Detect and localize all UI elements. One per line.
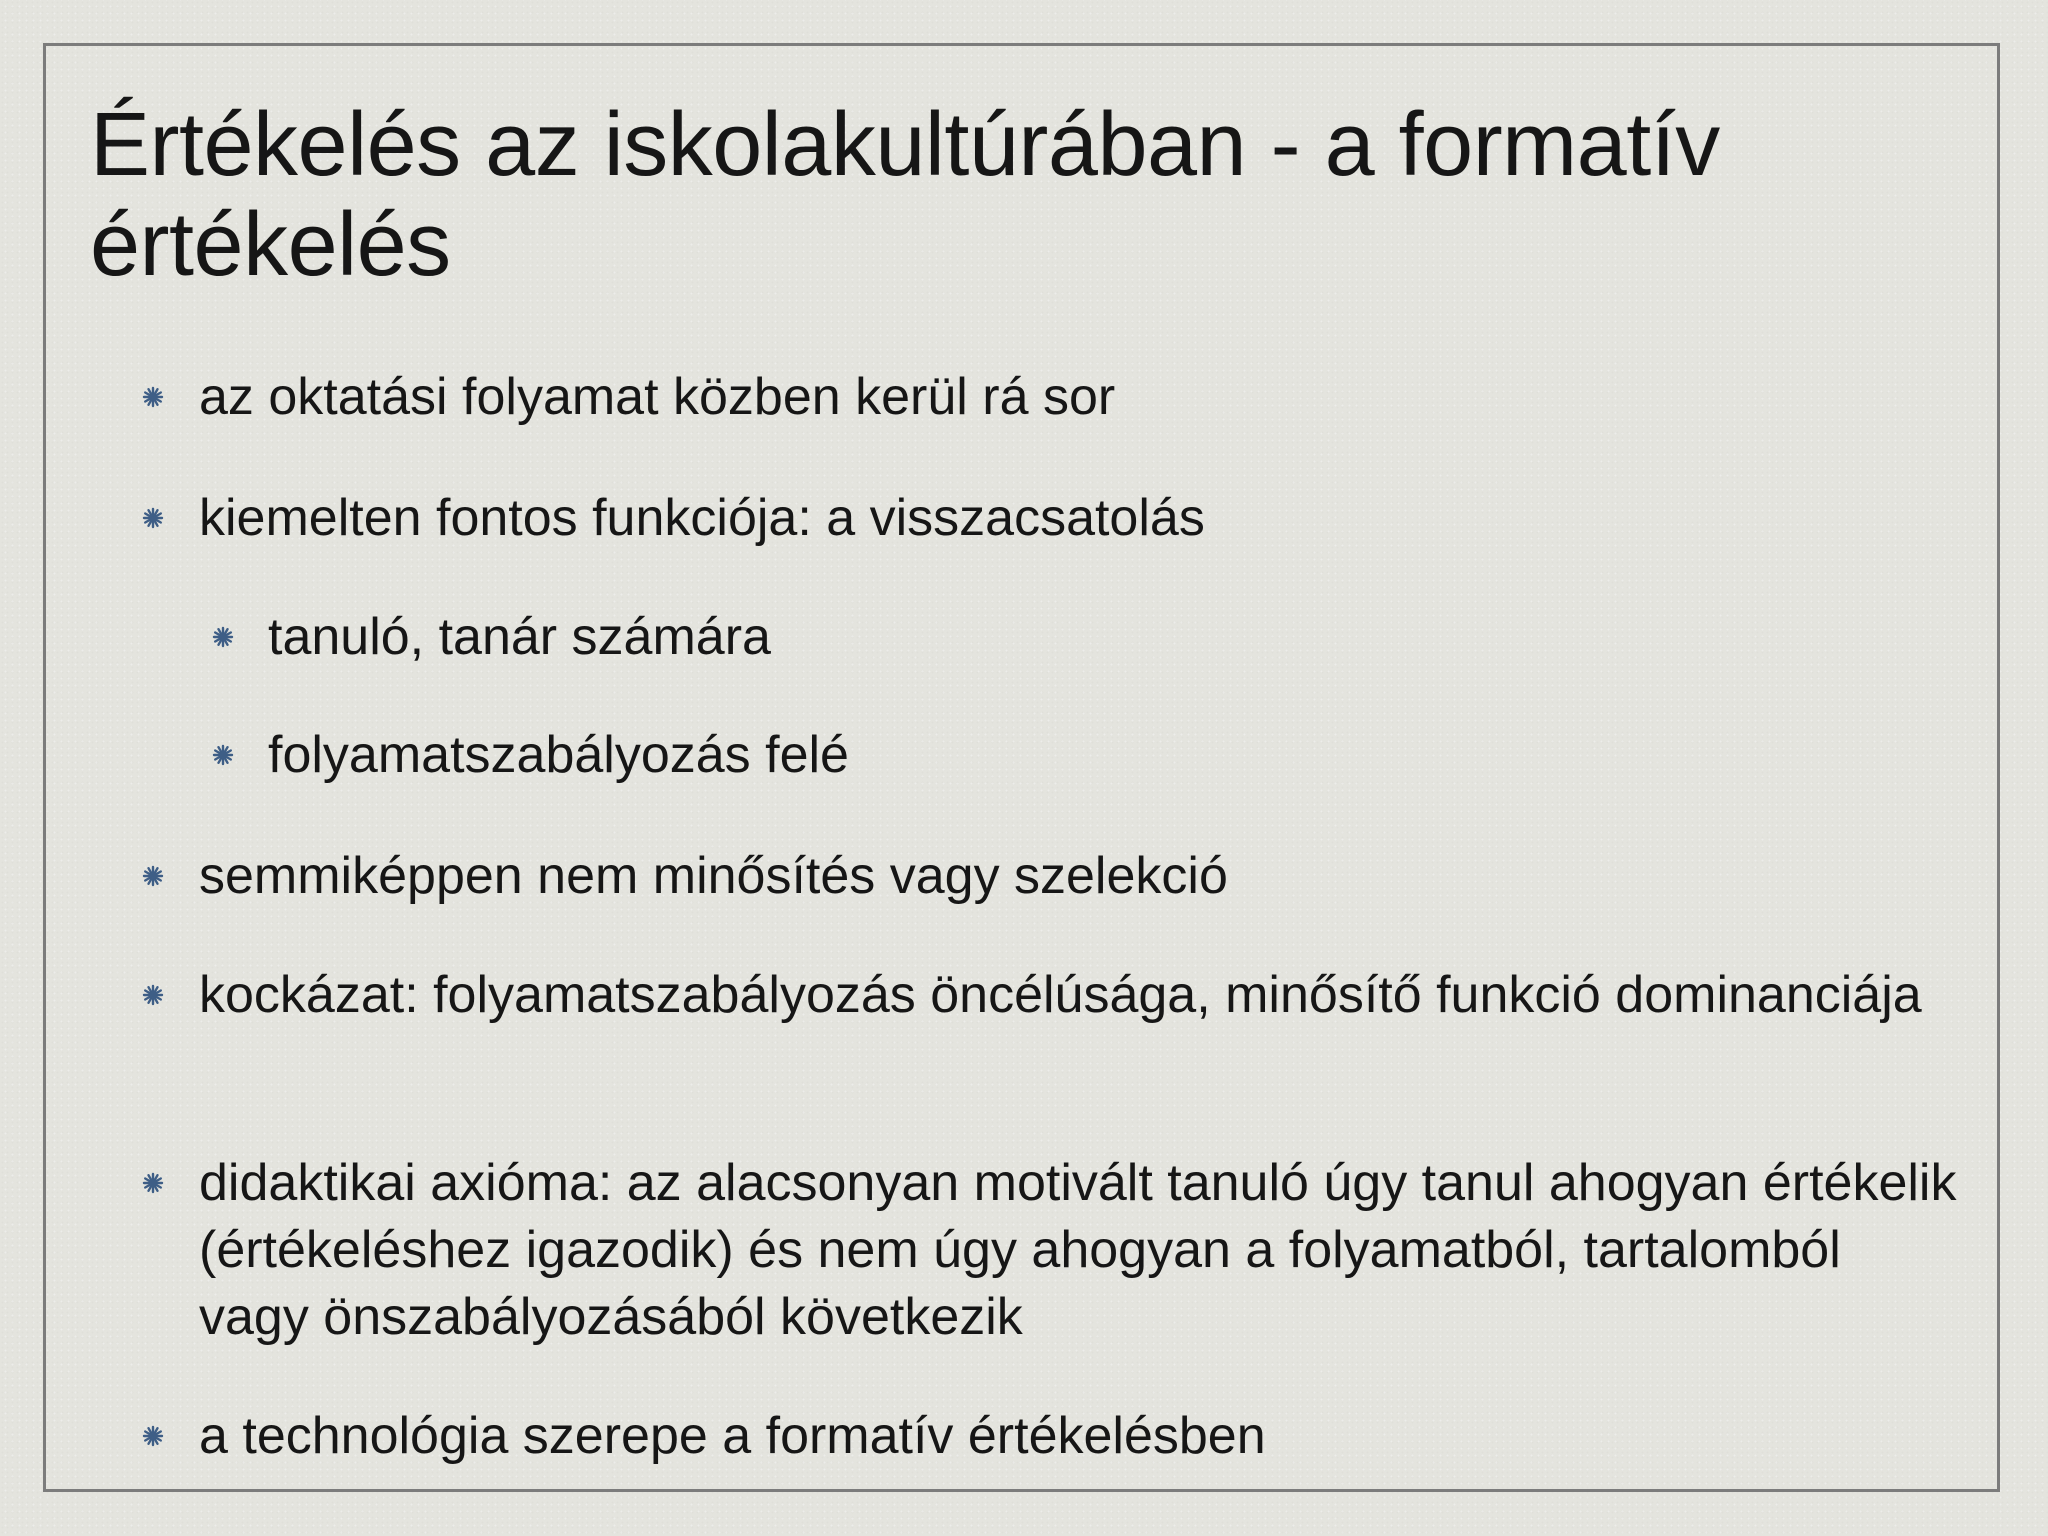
asterisk-bullet-icon	[142, 507, 164, 529]
asterisk-bullet-icon	[142, 1172, 164, 1194]
bullet-text: az oktatási folyamat közben kerül rá sor	[199, 368, 1116, 426]
bullet-text: semmiképpen nem minősítés vagy szelekció	[199, 847, 1228, 905]
bullet-text: folyamatszabályozás felé	[268, 726, 849, 784]
asterisk-bullet-icon	[142, 984, 164, 1006]
asterisk-bullet-icon	[142, 1425, 164, 1447]
bullet-text: kockázat: folyamatszabályozás öncélúsága, minősítő funkció dominanciája	[199, 966, 1922, 1024]
slide-title: Értékelés az iskolakultúrában - a formatív értékelés	[90, 95, 1720, 295]
asterisk-bullet-icon	[212, 744, 234, 766]
bullet-text: tanuló, tanár számára	[268, 608, 771, 666]
bullet-text: didaktikai axióma: az alacsonyan motivált tanuló úgy tanul ahogyan értékelik (értékeléshez igazodik) és nem úgy ahogyan a folyamatból, tartalomból vagy önszabályozásából következik	[199, 1154, 1957, 1346]
asterisk-bullet-icon	[142, 865, 164, 887]
asterisk-bullet-icon	[212, 626, 234, 648]
bullet-text: kiemelten fontos funkciója: a visszacsatolás	[199, 489, 1205, 547]
bullet-text: a technológia szerepe a formatív értékelésben	[199, 1407, 1266, 1465]
asterisk-bullet-icon	[142, 386, 164, 408]
